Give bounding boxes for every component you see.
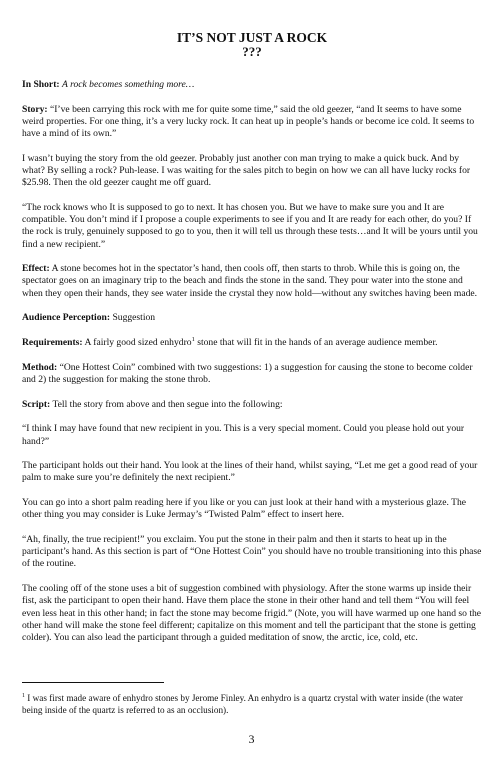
requirements-text-after: stone that will fit in the hands of an average audience member. (194, 337, 438, 349)
requirements-paragraph (22, 337, 482, 349)
story-paragraph-3: “The rock knows who It is supposed to go to next. It has chosen you. But we have to make sure you and It are compatible. You don’t mind if I propose a couple experiments to see if you and It are ready for each other, do you? If the rock is truly, genuinely supposed to go to you, then it will tell us through these tests…and It will be yours until you find a new recipient.” (22, 201, 478, 250)
story-label: Story: (22, 103, 48, 115)
in-short-paragraph (22, 79, 482, 91)
requirements-text-before: A fairly good sized enhydro (84, 337, 192, 349)
footnote-reference: 1 (191, 335, 195, 343)
footnote (22, 692, 482, 716)
script-paragraph-3: You can go into a short palm reading here if you like or you can just look at their hand with a mysterious glaze. The other thing you may consider is Luke Jermay’s “Twisted Palm” effect to insert here. (22, 497, 467, 521)
in-short-text: A rock becomes something more… (62, 79, 195, 90)
script-paragraph-4: “Ah, finally, the true recipient!” you exclaim. You put the stone in their palm and then it starts to heat up in the participant’s hand. As this section is part of “One Hottest Coin” you should have no trouble transitioning into this phase of the routine. (22, 534, 482, 570)
story-paragraph-2: I wasn’t buying the story from the old geezer. Probably just another con man trying to make a quick buck. And by what? By selling a rock? Puh-lease. I was waiting for the sales pitch to begin on how we can all have lucky rocks for $25.98. Then the old geezer caught me off guard. (22, 152, 471, 189)
method-label: Method: (22, 361, 58, 373)
audience-perception-label: Audience Perception: (22, 312, 111, 324)
effect-label: Effect: (22, 263, 50, 275)
script-text: Tell the story from above and then segue into the following: (52, 398, 283, 410)
effect-paragraph (22, 263, 482, 300)
story-text: “I’ve been carrying this rock with me for quite some time,” said the old geezer, “and It seems to have some weird properties. For one thing, it’s a very lucky rock. It can heat up in people’s hands or become ice cold. It seems to have a mind of its own.” (22, 103, 475, 140)
effect-text: A stone becomes hot in the spectator’s hand, then cools off, then starts to throb. While this is going on, the spectator goes on an imaginary trip to the beach and finds the stone in the sand. They pour water into the stone and when they open their hands, they see water inside the crystal they now hold—without any switches having been made. (22, 263, 478, 299)
audience-perception-paragraph (22, 312, 482, 324)
requirements-label: Requirements: (22, 337, 83, 349)
script-paragraph-1: “I think I may have found that new recipient in you. This is a very special moment. Could you please hold out your hand?” (22, 423, 465, 447)
script-paragraph-5: The cooling off of the stone uses a bit of suggestion combined with physiology. After the stone warms up inside their fist, ask the participant to open their hand. Have them place the stone in their other hand and tell them “You will feel even less heat in this other hand; in fact the stone may become frigid.” (Note, you will have warmed up one hand so the other hand will make the stone feel different; capitalize on this moment and tell the participant that the stone is getting colder). You can also lead the participant through a guided meditation of snow, the arctic, ice, cold, etc. (22, 583, 482, 643)
footnote-text: I was first made aware of enhydro stones by Jerome Finley. An enhydro is a quartz crystal with water inside (the water being inside of the quartz is referred to as an occlusion). (22, 693, 463, 715)
in-short-label: In Short: (22, 79, 60, 90)
script-paragraph-2: The participant holds out their hand. You look at the lines of their hand, whilst saying, “Let me get a good read of your palm to make sure you’re definitely the next recipient.” (22, 460, 478, 484)
method-text: “One Hottest Coin” combined with two suggestions: 1) a suggestion for causing the stone to become colder and 2) the suggestion for making the stone throb. (22, 361, 473, 385)
document-page (22, 30, 482, 657)
footnote-number: 1 (22, 692, 25, 699)
page-subtitle: ??? (242, 44, 262, 59)
page-number: 3 (248, 732, 255, 746)
method-paragraph (22, 362, 482, 386)
script-paragraph (22, 399, 482, 411)
script-label: Script: (22, 398, 51, 410)
footnote-divider (22, 682, 164, 683)
page-title: IT’S NOT JUST A ROCK (176, 30, 328, 45)
story-paragraph (22, 104, 482, 141)
audience-perception-text: Suggestion (112, 312, 156, 324)
